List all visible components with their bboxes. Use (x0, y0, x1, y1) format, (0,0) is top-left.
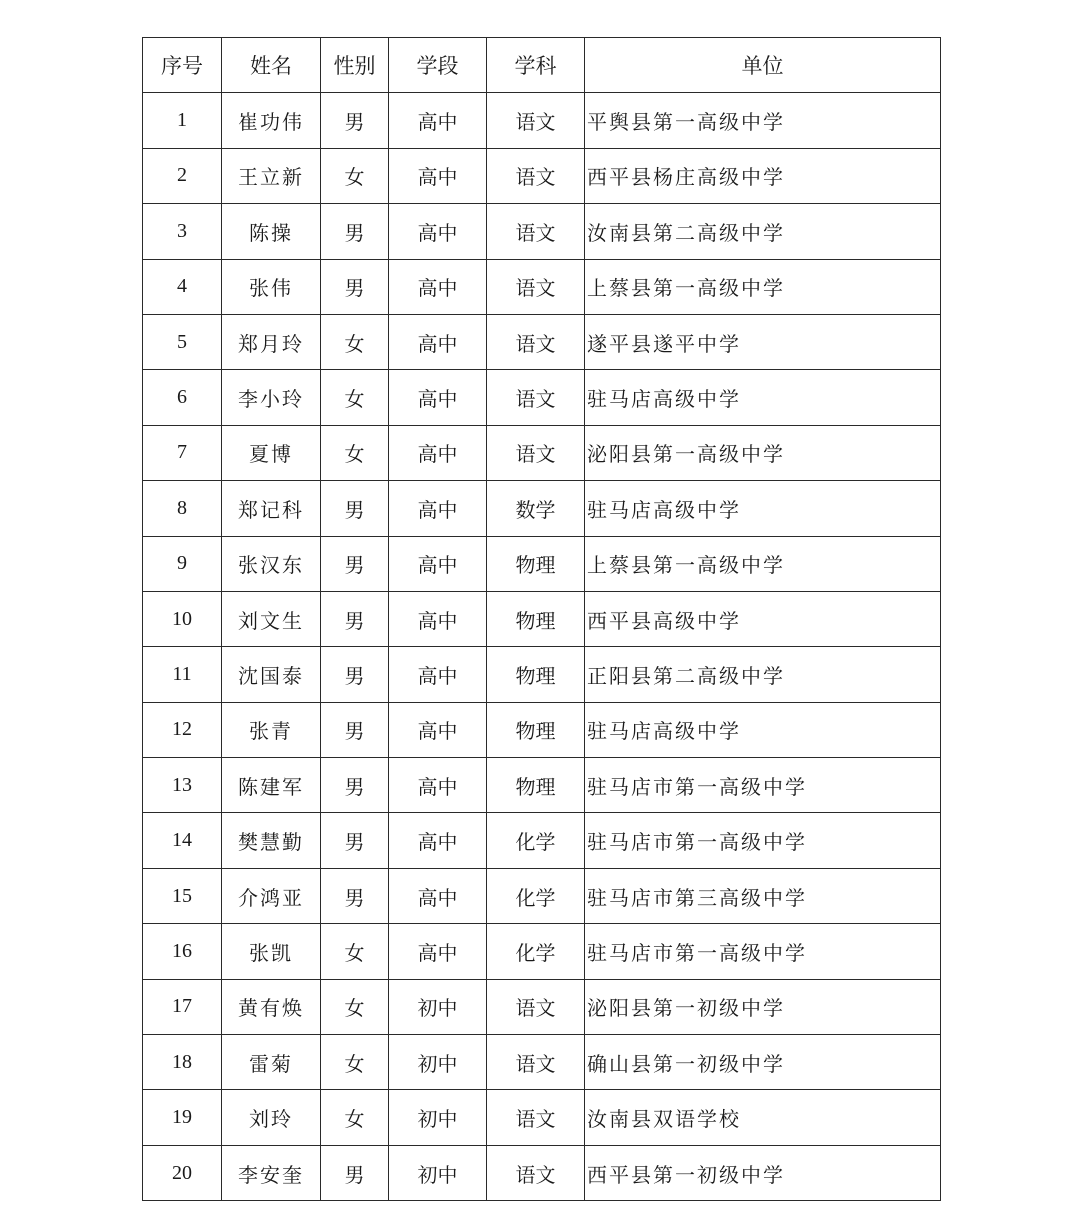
table-header-row (143, 38, 941, 93)
cell-unit: 西平县杨庄高级中学 (585, 148, 941, 203)
cell-unit: 驻马店市第一高级中学 (585, 924, 941, 979)
table-row (143, 868, 941, 923)
cell-unit: 泌阳县第一高级中学 (585, 425, 941, 480)
cell-unit: 上蔡县第一高级中学 (585, 536, 941, 591)
cell-stage: 高中 (389, 370, 487, 425)
cell-stage: 初中 (389, 1035, 487, 1090)
cell-stage: 高中 (389, 314, 487, 369)
table-row (143, 924, 941, 979)
cell-gender: 女 (321, 1035, 389, 1090)
table-row (143, 702, 941, 757)
table-row (143, 204, 941, 259)
cell-subject: 语文 (487, 1145, 585, 1200)
cell-index: 2 (143, 148, 222, 203)
cell-index: 5 (143, 314, 222, 369)
cell-subject: 化学 (487, 868, 585, 923)
cell-index: 4 (143, 259, 222, 314)
cell-name: 王立新 (222, 148, 321, 203)
cell-name: 李小玲 (222, 370, 321, 425)
cell-name: 李安奎 (222, 1145, 321, 1200)
cell-unit: 汝南县双语学校 (585, 1090, 941, 1145)
cell-index: 12 (143, 702, 222, 757)
cell-gender: 男 (321, 204, 389, 259)
header-gender: 性别 (321, 38, 389, 93)
cell-index: 13 (143, 758, 222, 813)
cell-name: 樊慧勤 (222, 813, 321, 868)
header-subject: 学科 (487, 38, 585, 93)
cell-stage: 高中 (389, 204, 487, 259)
cell-unit: 汝南县第二高级中学 (585, 204, 941, 259)
cell-name: 郑记科 (222, 481, 321, 536)
cell-name: 刘文生 (222, 591, 321, 646)
header-stage: 学段 (389, 38, 487, 93)
cell-subject: 物理 (487, 591, 585, 646)
cell-stage: 初中 (389, 1090, 487, 1145)
table-row (143, 481, 941, 536)
cell-unit: 驻马店高级中学 (585, 481, 941, 536)
table-row (143, 314, 941, 369)
cell-stage: 高中 (389, 591, 487, 646)
cell-index: 20 (143, 1145, 222, 1200)
cell-index: 1 (143, 93, 222, 148)
cell-subject: 语文 (487, 314, 585, 369)
cell-stage: 高中 (389, 425, 487, 480)
cell-stage: 高中 (389, 481, 487, 536)
cell-subject: 物理 (487, 647, 585, 702)
cell-gender: 女 (321, 1090, 389, 1145)
table-row (143, 1035, 941, 1090)
cell-subject: 语文 (487, 370, 585, 425)
table-row (143, 813, 941, 868)
cell-index: 19 (143, 1090, 222, 1145)
cell-gender: 女 (321, 979, 389, 1034)
table-row (143, 1090, 941, 1145)
cell-name: 夏博 (222, 425, 321, 480)
header-index: 序号 (143, 38, 222, 93)
cell-unit: 驻马店高级中学 (585, 370, 941, 425)
cell-name: 张伟 (222, 259, 321, 314)
cell-gender: 男 (321, 702, 389, 757)
teacher-list-sheet (142, 37, 940, 1201)
cell-unit: 西平县高级中学 (585, 591, 941, 646)
cell-subject: 语文 (487, 204, 585, 259)
cell-unit: 确山县第一初级中学 (585, 1035, 941, 1090)
table-row (143, 425, 941, 480)
cell-stage: 高中 (389, 536, 487, 591)
cell-stage: 高中 (389, 702, 487, 757)
cell-index: 3 (143, 204, 222, 259)
table-body (143, 93, 941, 1201)
cell-subject: 语文 (487, 1090, 585, 1145)
cell-unit: 泌阳县第一初级中学 (585, 979, 941, 1034)
header-name: 姓名 (222, 38, 321, 93)
cell-unit: 驻马店市第一高级中学 (585, 758, 941, 813)
header-unit: 单位 (585, 38, 941, 93)
cell-name: 崔功伟 (222, 93, 321, 148)
table-row (143, 148, 941, 203)
cell-subject: 语文 (487, 979, 585, 1034)
cell-index: 10 (143, 591, 222, 646)
cell-subject: 物理 (487, 536, 585, 591)
cell-subject: 物理 (487, 758, 585, 813)
cell-subject: 语文 (487, 425, 585, 480)
cell-stage: 高中 (389, 758, 487, 813)
cell-unit: 驻马店高级中学 (585, 702, 941, 757)
cell-index: 8 (143, 481, 222, 536)
cell-unit: 驻马店市第三高级中学 (585, 868, 941, 923)
cell-subject: 化学 (487, 813, 585, 868)
cell-gender: 男 (321, 647, 389, 702)
cell-name: 张汉东 (222, 536, 321, 591)
cell-unit: 驻马店市第一高级中学 (585, 813, 941, 868)
cell-index: 18 (143, 1035, 222, 1090)
cell-stage: 高中 (389, 813, 487, 868)
table-row (143, 259, 941, 314)
cell-index: 6 (143, 370, 222, 425)
table-row (143, 536, 941, 591)
cell-gender: 男 (321, 758, 389, 813)
cell-index: 9 (143, 536, 222, 591)
cell-gender: 男 (321, 1145, 389, 1200)
cell-gender: 男 (321, 813, 389, 868)
table-row (143, 647, 941, 702)
cell-unit: 西平县第一初级中学 (585, 1145, 941, 1200)
cell-subject: 物理 (487, 702, 585, 757)
cell-name: 雷菊 (222, 1035, 321, 1090)
cell-subject: 语文 (487, 148, 585, 203)
cell-stage: 高中 (389, 148, 487, 203)
cell-gender: 男 (321, 868, 389, 923)
cell-unit: 平舆县第一高级中学 (585, 93, 941, 148)
cell-subject: 语文 (487, 1035, 585, 1090)
table-row (143, 370, 941, 425)
cell-stage: 高中 (389, 647, 487, 702)
cell-gender: 女 (321, 370, 389, 425)
cell-stage: 初中 (389, 1145, 487, 1200)
cell-subject: 数学 (487, 481, 585, 536)
cell-name: 黄有焕 (222, 979, 321, 1034)
table-row (143, 93, 941, 148)
cell-index: 14 (143, 813, 222, 868)
table-row (143, 979, 941, 1034)
cell-subject: 语文 (487, 93, 585, 148)
cell-gender: 男 (321, 591, 389, 646)
cell-subject: 化学 (487, 924, 585, 979)
cell-name: 张青 (222, 702, 321, 757)
cell-gender: 女 (321, 425, 389, 480)
cell-index: 17 (143, 979, 222, 1034)
cell-gender: 女 (321, 924, 389, 979)
cell-stage: 初中 (389, 979, 487, 1034)
cell-name: 介鸿亚 (222, 868, 321, 923)
cell-gender: 女 (321, 148, 389, 203)
cell-gender: 男 (321, 93, 389, 148)
cell-name: 陈建军 (222, 758, 321, 813)
cell-stage: 高中 (389, 868, 487, 923)
table-row (143, 758, 941, 813)
table-row (143, 1145, 941, 1200)
cell-unit: 正阳县第二高级中学 (585, 647, 941, 702)
cell-name: 张凯 (222, 924, 321, 979)
cell-index: 7 (143, 425, 222, 480)
cell-index: 15 (143, 868, 222, 923)
cell-name: 刘玲 (222, 1090, 321, 1145)
cell-gender: 男 (321, 259, 389, 314)
cell-name: 陈操 (222, 204, 321, 259)
cell-subject: 语文 (487, 259, 585, 314)
teacher-table (142, 37, 941, 1201)
cell-stage: 高中 (389, 93, 487, 148)
cell-index: 11 (143, 647, 222, 702)
cell-name: 郑月玲 (222, 314, 321, 369)
cell-unit: 上蔡县第一高级中学 (585, 259, 941, 314)
cell-gender: 男 (321, 536, 389, 591)
table-row (143, 591, 941, 646)
cell-gender: 女 (321, 314, 389, 369)
cell-unit: 遂平县遂平中学 (585, 314, 941, 369)
cell-gender: 男 (321, 481, 389, 536)
cell-stage: 高中 (389, 924, 487, 979)
cell-name: 沈国泰 (222, 647, 321, 702)
cell-index: 16 (143, 924, 222, 979)
cell-stage: 高中 (389, 259, 487, 314)
